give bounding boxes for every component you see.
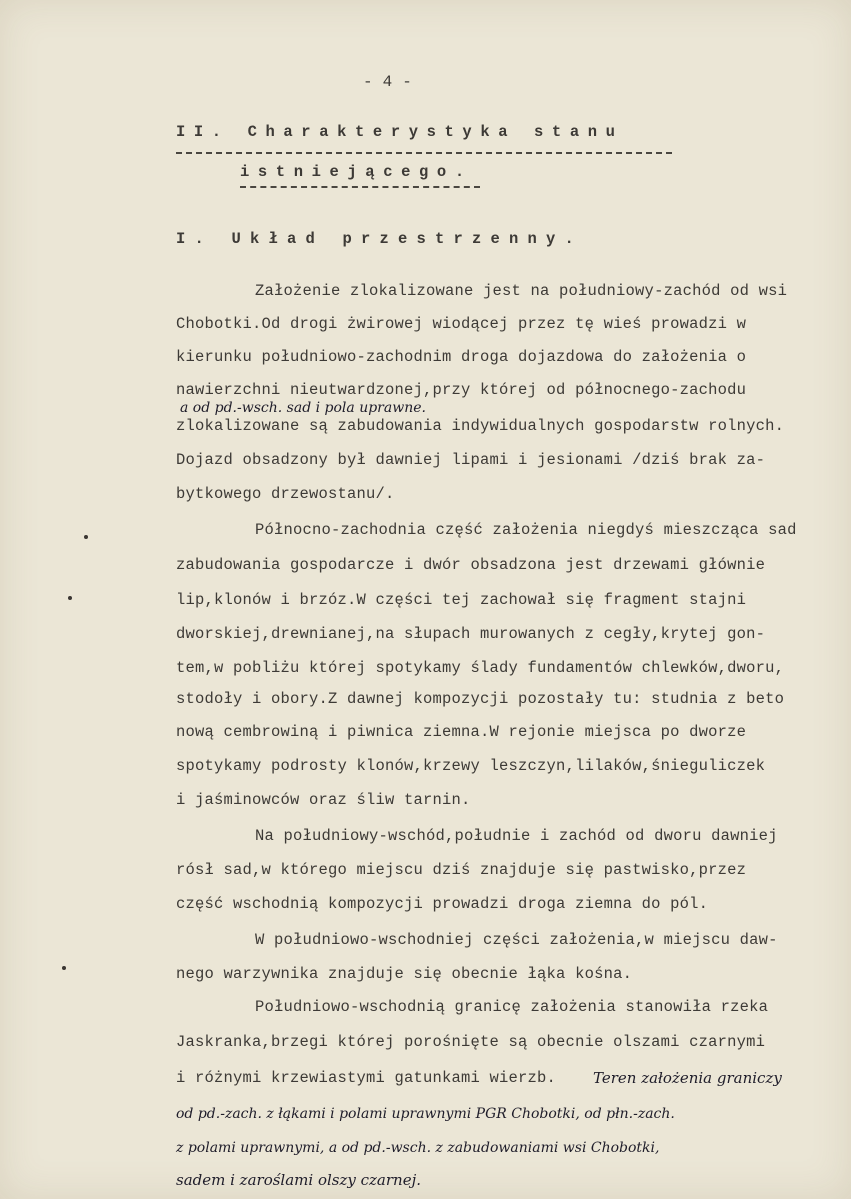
- handwritten-line: sadem i zaroślami olszy czarnej.: [176, 1171, 421, 1189]
- paper-mark: [68, 596, 72, 600]
- text-line: Jaskranka,brzegi której porośnięte są obecnie olszami czarnymi: [176, 1033, 766, 1051]
- text-line: Założenie zlokalizowane jest na południowy-zachód od wsi: [255, 282, 788, 300]
- text-line: zlokalizowane są zabudowania indywidualnych gospodarstw rolnych.: [176, 417, 785, 435]
- text-line: Dojazd obsadzony był dawniej lipami i jesionami /dziś brak za-: [176, 451, 766, 469]
- text-line: lip,klonów i brzóz.W części tej zachował się fragment stajni: [176, 591, 747, 609]
- text-line: rósł sad,w którego miejscu dziś znajduje się pastwisko,przez: [176, 861, 747, 879]
- text-line: tem,w pobliżu której spotykamy ślady fundamentów chlewków,dworu,: [176, 659, 785, 677]
- text-line: część wschodnią kompozycji prowadzi droga ziemna do pól.: [176, 895, 709, 913]
- text-line: i różnymi krzewiastymi gatunkami wierzb.: [176, 1069, 557, 1087]
- text-line: Chobotki.Od drogi żwirowej wiodącej przez tę wieś prowadzi w: [176, 315, 747, 333]
- section-heading-line-1: II. Charakterystyka stanu: [176, 123, 624, 141]
- handwritten-insertion: a od pd.-wsch. sad i pola uprawne.: [180, 400, 426, 416]
- paper-mark: [62, 966, 66, 970]
- text-line: W południowo-wschodniej części założenia,w miejscu daw-: [255, 931, 778, 949]
- text-line: bytkowego drzewostanu/.: [176, 485, 395, 503]
- underline-1: [176, 152, 672, 154]
- handwritten-line: od pd.-zach. z łąkami i polami uprawnymi PGR Chobotki, od płn.-zach.: [176, 1106, 675, 1122]
- handwritten-line: z polami uprawnymi, a od pd.-wsch. z zabudowaniami wsi Chobotki,: [176, 1140, 660, 1156]
- text-line: stodoły i obory.Z dawnej kompozycji pozostały tu: studnia z beto: [176, 690, 785, 708]
- text-line: zabudowania gospodarcze i dwór obsadzona jest drzewami głównie: [176, 556, 766, 574]
- text-line: nego warzywnika znajduje się obecnie łąka kośna.: [176, 965, 633, 983]
- text-line: dworskiej,drewnianej,na słupach murowanych z cegły,krytej gon-: [176, 625, 766, 643]
- text-line: Południowo-wschodnią granicę założenia stanowiła rzeka: [255, 998, 769, 1016]
- text-line: kierunku południowo-zachodnim droga dojazdowa do założenia o: [176, 348, 747, 366]
- text-line: nową cembrowiną i piwnica ziemna.W rejonie miejsca po dworze: [176, 723, 747, 741]
- text-line: nawierzchni nieutwardzonej,przy której od północnego-zachodu: [176, 381, 747, 399]
- text-line: spotykamy podrosty klonów,krzewy leszczyn,lilaków,śnieguliczek: [176, 757, 766, 775]
- section-heading-line-2: istniejącego.: [240, 163, 473, 181]
- text-line: i jaśminowców oraz śliw tarnin.: [176, 791, 471, 809]
- handwritten-continuation: Teren założenia graniczy: [593, 1069, 782, 1087]
- text-line: Północno-zachodnia część założenia niegdyś mieszcząca sad: [255, 521, 797, 539]
- paper-mark: [84, 535, 88, 539]
- underline-2: [240, 186, 480, 188]
- subsection-heading: I. Układ przestrzenny.: [176, 230, 584, 248]
- text-line: Na południowy-wschód,południe i zachód od dworu dawniej: [255, 827, 778, 845]
- page-number: - 4 -: [363, 73, 413, 91]
